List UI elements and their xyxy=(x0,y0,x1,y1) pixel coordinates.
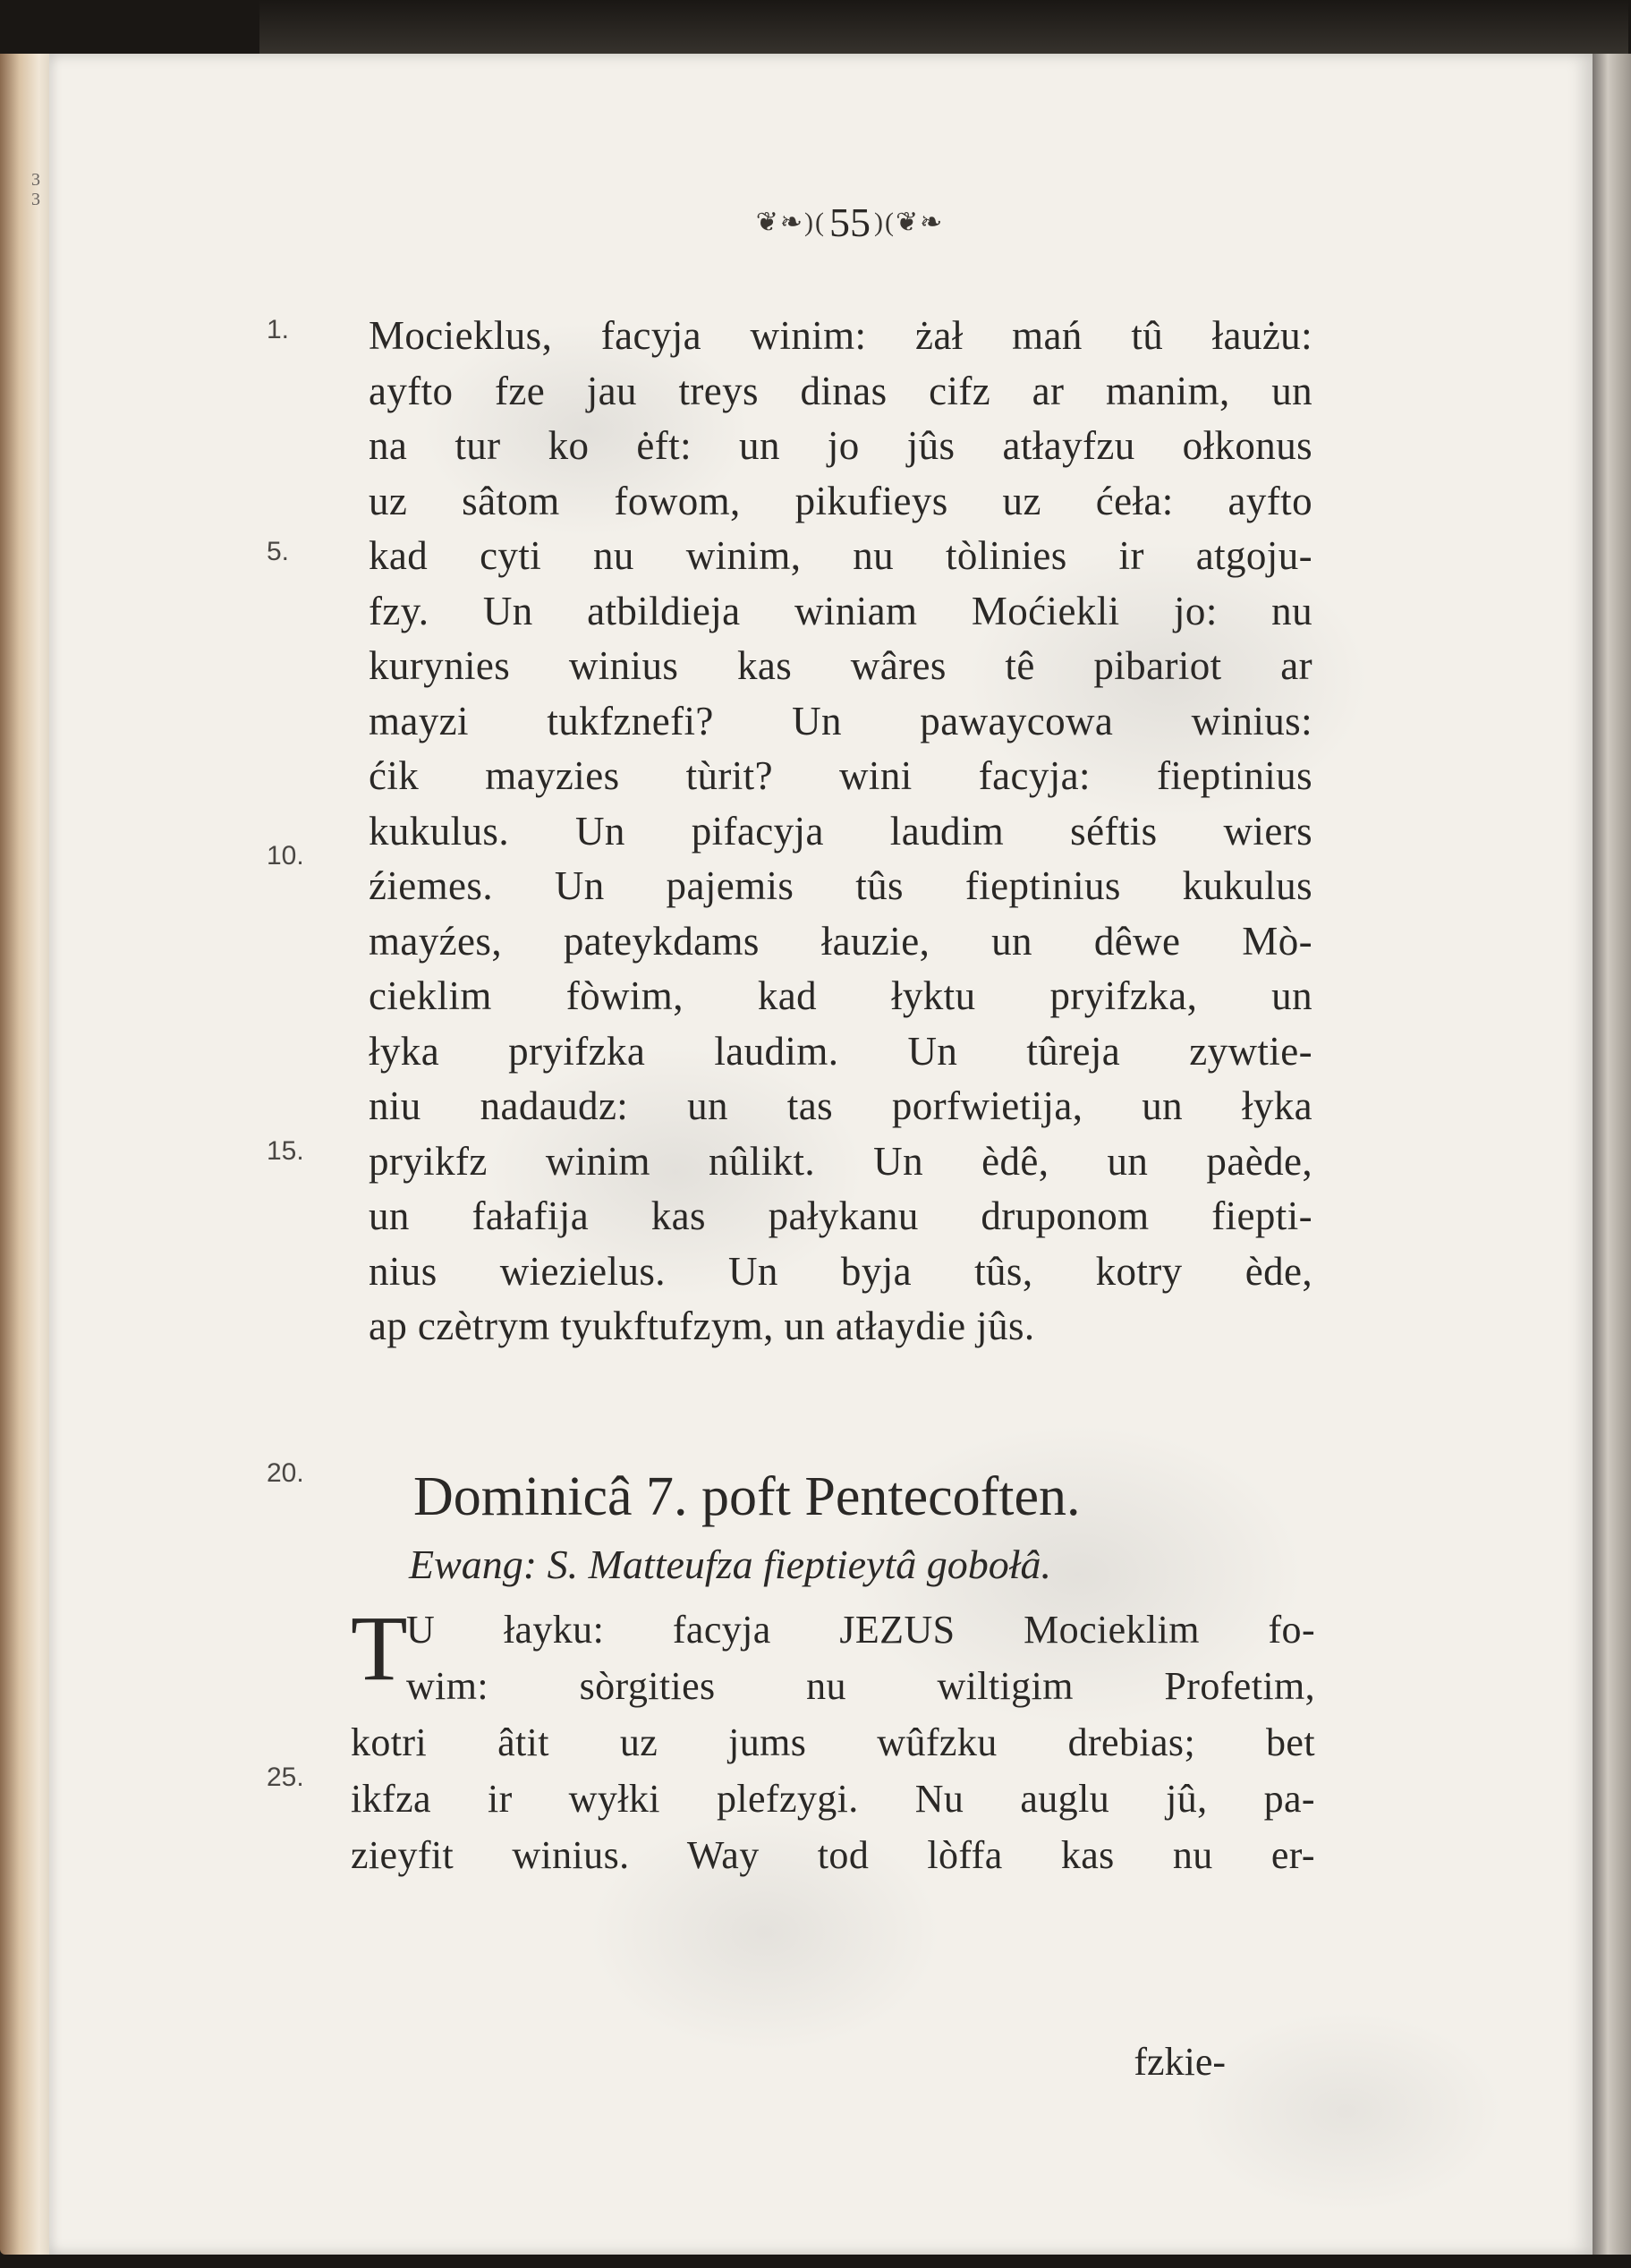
page-header xyxy=(680,199,1020,261)
text-line: kotri âtit uz jums wûfzku drebias; bet xyxy=(351,1720,1315,1764)
text-line: Mocieklus, facyja winim: żał mań tû łaużu: xyxy=(369,313,1312,358)
page-number: 55 xyxy=(829,200,871,245)
catchword: fzkie- xyxy=(1134,2040,1226,2084)
text-line: zieyfit winius. Way tod lòffa kas nu er- xyxy=(351,1833,1315,1877)
text-line: wim: sòrgities nu wiltigim Profetim, xyxy=(406,1664,1315,1708)
text-line: un fałafija kas pałykanu druponom fiepti- xyxy=(369,1193,1312,1238)
text-line: pryikfz winim nûlikt. Un èdê, un paède, xyxy=(369,1138,1312,1184)
text-line: ap czètrym tyukftufzym, un atłaydie jûs. xyxy=(369,1304,1035,1348)
text-line: kad cyti nu winim, nu tòlinies ir atgoju- xyxy=(369,533,1312,578)
text-line: cieklim fòwim, kad łyktu pryifzka, un xyxy=(369,973,1312,1018)
book-left-edge xyxy=(0,54,55,2255)
text-line: łyka pryifzka laudim. Un tûreja zywtie- xyxy=(369,1028,1312,1074)
line-number: 20. xyxy=(267,1458,304,1488)
text-line: mayźes, pateykdams łauzie, un dêwe Mò- xyxy=(369,918,1312,964)
text-line: ćik mayzies tùrit? wini facyja: fieptinius xyxy=(369,753,1312,798)
text-line: kukulus. Un pifacyja laudim séftis wiers xyxy=(369,808,1312,854)
line-number: 25. xyxy=(267,1763,304,1792)
line-number: 15. xyxy=(267,1136,304,1166)
text-line: U łayku: facyja JEZUS Mocieklim fo- xyxy=(406,1608,1315,1652)
gospel-text xyxy=(351,1597,1315,1883)
section-heading: Dominicâ 7. poft Pentecoften. xyxy=(413,1466,1081,1527)
drop-cap: T xyxy=(351,1597,408,1700)
ornament-right: )(❦❧ xyxy=(874,208,945,237)
text-line: ayfto fze jau treys dinas cifz ar manim, un xyxy=(369,368,1312,413)
text-line: uz sâtom fowom, pikufieys uz ćeła: ayfto xyxy=(369,478,1312,523)
text-line: na tur ko ėft: un jo jûs atłayfzu ołkonus xyxy=(369,423,1312,468)
gutter-mark: 3 3 xyxy=(31,170,40,209)
line-number: 5. xyxy=(267,537,290,566)
body-text xyxy=(369,309,1312,1355)
ornament-left: ❦❧)( xyxy=(755,208,826,237)
text-line: niu nadaudz: un tas porfwietija, un łyka xyxy=(369,1083,1312,1128)
text-line: fzy. Un atbildieja winiam Moćiekli jo: nu xyxy=(369,588,1312,633)
text-line: źiemes. Un pajemis tûs fieptinius kukulus xyxy=(369,863,1312,908)
line-number: 1. xyxy=(267,315,290,344)
book-right-edge xyxy=(1593,54,1631,2255)
section-subheading: Ewang: S. Matteufza fieptieytâ gobołâ. xyxy=(409,1542,1052,1587)
text-line: ikfza ir wyłki plefzygi. Nu auglu jû, pa- xyxy=(351,1777,1315,1821)
text-line: mayzi tukfznefi? Un pawaycowa winius: xyxy=(369,698,1312,743)
text-line: kurynies winius kas wâres tê pibariot ar xyxy=(369,643,1312,688)
line-number: 10. xyxy=(267,841,304,871)
text-line: nius wiezielus. Un byja tûs, kotry ède, xyxy=(369,1248,1312,1294)
